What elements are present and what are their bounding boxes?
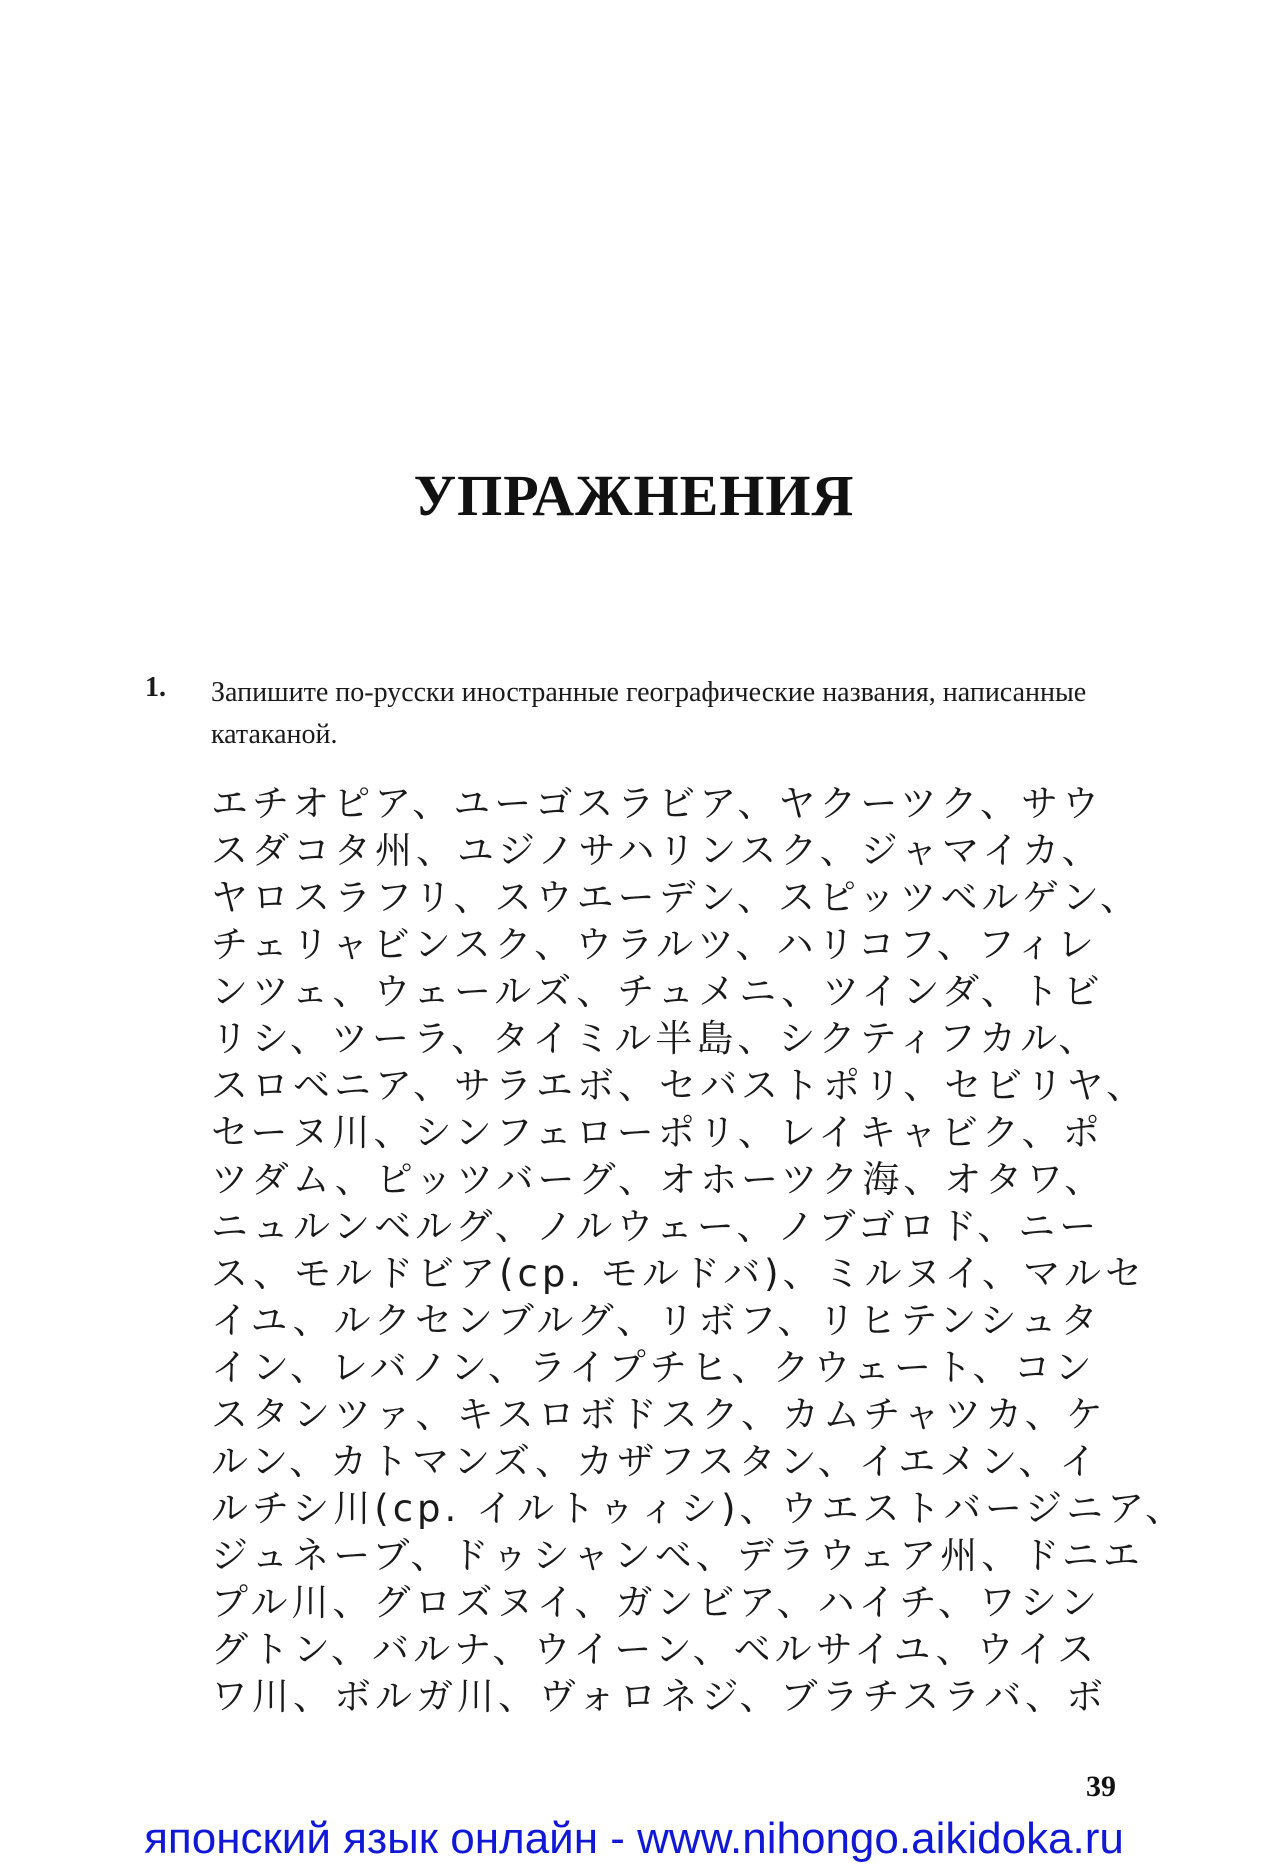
katakana-line: グトン、バルナ、ウイーン、ベルサイユ、ウイス	[211, 1628, 1099, 1671]
katakana-line: ルン、カトマンズ、カザフスタン、イエメン、イ	[211, 1440, 1101, 1483]
watermark-link: японский язык онлайн - www.nihongo.aikidoka.ru	[144, 1814, 1124, 1863]
katakana-line: ワ川、ボルガ川、ヴォロネジ、ブラチスラバ、ボ	[211, 1675, 1108, 1718]
exercise-instruction: Запишите по-русски иностранные географические названия, написанные катаканой.	[211, 677, 1087, 750]
exercise-number: 1.	[145, 672, 166, 703]
katakana-line: イン、レバノン、ライプチヒ、クウェート、コン	[211, 1346, 1096, 1389]
katakana-line: スダコタ州、ユジノサハリンスク、ジャマイカ、	[211, 829, 1103, 872]
katakana-line: リシ、ツーラ、タイミル半島、シクティフカル、	[211, 1017, 1100, 1060]
page-title: УПРАЖНЕНИЯ	[413, 463, 855, 528]
katakana-line: スロベニア、サラエボ、セバストポリ、セビリヤ、	[211, 1064, 1147, 1107]
katakana-line: ニュルンベルグ、ノルウェー、ノブゴロド、ニー	[211, 1205, 1101, 1248]
katakana-line: セーヌ川、シンフェローポリ、レイキャビク、ポ	[211, 1111, 1104, 1154]
katakana-line: ンツェ、ウェールズ、チュメニ、ツインダ、トビ	[211, 970, 1104, 1013]
katakana-line: ルチシ川(ср. イルトゥィシ)、ウエストバージニア、	[211, 1487, 1187, 1530]
katakana-line: チェリャビンスク、ウラルツ、ハリコフ、フィレ	[211, 923, 1098, 966]
katakana-line: イユ、ルクセンブルグ、リボフ、リヒテンシュタ	[211, 1299, 1102, 1342]
katakana-line: プル川、グロズヌイ、ガンビア、ハイチ、ワシン	[211, 1581, 1101, 1624]
katakana-line: ツダム、ピッツバーグ、オホーツク海、オタワ、	[211, 1158, 1106, 1201]
katakana-line: ジュネーブ、ドゥシャンベ、デラウェア州、ドニエ	[211, 1534, 1144, 1577]
katakana-line: ス、モルドビア(ср. モルドバ)、ミルヌイ、マルセ	[211, 1252, 1147, 1295]
katakana-line: エチオピア、ユーゴスラビア、ヤクーツク、サウ	[211, 782, 1104, 825]
katakana-line: スタンツァ、キスロボドスク、カムチャツカ、ケ	[211, 1393, 1107, 1436]
katakana-place-names	[211, 780, 1187, 1720]
katakana-line: ヤロスラフリ、スウエーデン、スピッツベルゲン、	[211, 876, 1142, 919]
page-number: 39	[1086, 1770, 1116, 1803]
